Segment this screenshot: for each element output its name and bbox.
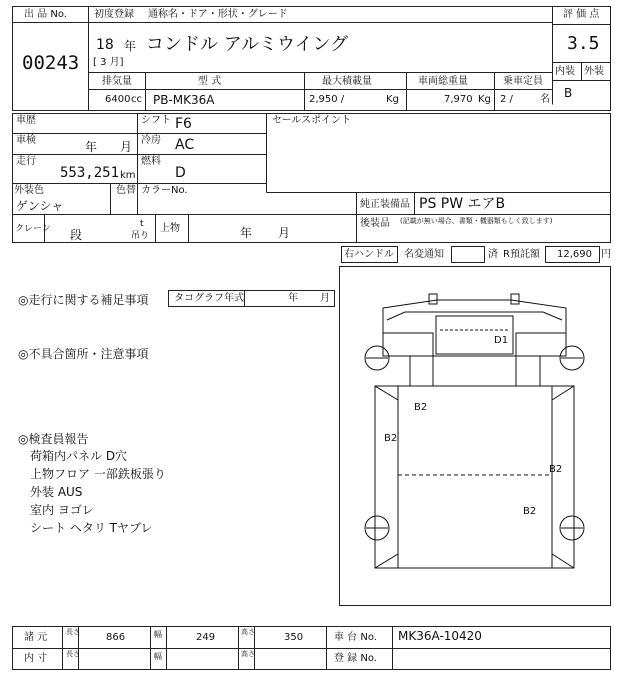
recycle-deposit-value: 12,690 <box>557 249 592 260</box>
aftermarket-label: 後装品 <box>360 218 390 229</box>
registration-label: 登 録 No. <box>334 653 377 664</box>
mileage-label: 走行 <box>16 156 36 167</box>
vehicle-name: コンドル アルミウイング <box>146 34 349 55</box>
color-value: ゲンシャ <box>16 199 64 213</box>
displacement-value: 6400 <box>105 94 131 105</box>
max-load-value: 2,950 / <box>309 94 345 105</box>
reg-year: 18 <box>96 37 114 53</box>
shift-label: シフト <box>141 115 171 126</box>
std-equipment-value: PS PW エアB <box>419 196 506 212</box>
interior-label: 内装 <box>555 66 575 77</box>
recycle-unit: 円 <box>601 249 611 260</box>
tachograph-month: 月 <box>320 293 330 304</box>
damage-mark: B2 <box>414 402 428 413</box>
running-notes-label: ◎走行に関する補足事項 <box>18 293 149 307</box>
damage-mark: B2 <box>384 433 398 444</box>
inner-dims-label: 内 寸 <box>24 653 48 664</box>
reg-year-unit: 年 <box>124 39 137 53</box>
gross-weight-label: 車両総重量 <box>418 76 468 87</box>
color-change-label: 色替 <box>116 185 136 196</box>
color-code-label: カラーNo. <box>141 185 188 196</box>
color-label: 外装色 <box>14 185 44 196</box>
inspector-note: 外装 AUS <box>30 485 83 499</box>
crane-label: クレーン <box>15 224 51 234</box>
capacity-value: 2 / <box>500 94 513 105</box>
length-label: 長さ <box>66 628 80 636</box>
reg-month: [ 3 月] <box>93 57 124 68</box>
recycle-deposit-label: R預託額 <box>503 249 540 260</box>
damage-mark: B2 <box>549 464 563 475</box>
defects-label: ◎不具合箇所・注意事項 <box>18 347 149 361</box>
height-label: 高さ <box>241 628 255 636</box>
displacement-unit: cc <box>131 94 142 105</box>
tachograph-label: タコグラフ年式 <box>174 293 244 304</box>
inspector-note: シート ヘタリ Tヤブレ <box>30 521 153 535</box>
inner-length-label: 長さ <box>66 650 80 658</box>
crane-year: 年 <box>240 226 253 240</box>
chassis-label: 車 台 No. <box>334 632 377 643</box>
inspector-note: 上物フロア 一部鉄板張り <box>30 467 166 481</box>
name-change-label: 名変通知 <box>404 249 444 260</box>
recycle-done-label: 済 <box>488 249 498 260</box>
name-grade-label: 通称名・ドア・形状・グレード <box>148 9 288 20</box>
history-label: 車歴 <box>16 115 36 126</box>
width-label: 幅 <box>154 630 162 639</box>
mileage-unit: km <box>120 170 136 181</box>
crane-month: 月 <box>278 226 291 240</box>
std-equipment-label: 純正装備品 <box>360 199 410 210</box>
interior-grade: B <box>564 86 573 100</box>
capacity-unit: 名 <box>540 94 550 105</box>
inspector-note: 荷箱内パネル D穴 <box>30 449 128 463</box>
fuel-label: 燃料 <box>141 156 161 167</box>
aftermarket-note: (記載が無い場合、書類・機器類もしく致します) <box>400 217 553 225</box>
model-code: PB-MK36A <box>153 93 215 107</box>
inspector-note: 室内 ヨゴレ <box>30 503 94 517</box>
crane-step: 段 <box>70 228 83 242</box>
height-value: 350 <box>284 632 304 643</box>
damage-mark: B2 <box>523 506 537 517</box>
fuel-value: D <box>175 165 186 181</box>
shift-value: F6 <box>175 116 192 132</box>
score-value: 3.5 <box>567 33 600 54</box>
selling-points-label: セールスポイント <box>272 115 352 126</box>
inner-width-label: 幅 <box>154 652 162 661</box>
first-registration-label: 初度登録 <box>94 9 134 20</box>
max-load-label: 最大積載量 <box>322 76 372 87</box>
chassis-number: MK36A-10420 <box>398 629 482 643</box>
length-value: 866 <box>106 632 126 643</box>
gross-weight-value: 7,970 <box>444 94 473 105</box>
inspection-year-unit: 年 <box>85 140 98 154</box>
ac-label: 冷房 <box>141 135 161 146</box>
tachograph-year: 年 <box>288 293 298 304</box>
crane-lift: 吊り <box>131 231 150 241</box>
specs-label: 諸 元 <box>24 632 48 643</box>
crane-load-label: 上物 <box>160 223 180 234</box>
gross-weight-unit: Kg <box>478 94 491 105</box>
inspection-label: 車検 <box>16 135 36 146</box>
capacity-label: 乗車定員 <box>503 76 543 87</box>
ac-value: AC <box>175 137 195 153</box>
width-value: 249 <box>196 632 216 643</box>
score-label: 評 価 点 <box>563 9 600 20</box>
inspector-report-label: ◎検査員報告 <box>18 432 89 446</box>
lot-number: 00243 <box>22 52 80 74</box>
lot-no-label: 出 品 No. <box>24 9 67 20</box>
max-load-unit: Kg <box>386 94 399 105</box>
rhd-flag: 右ハンドル <box>344 249 394 260</box>
mileage-value: 553,251 <box>60 165 120 181</box>
inspection-month-unit: 月 <box>120 140 133 154</box>
displacement-label: 排気量 <box>102 76 132 87</box>
inner-height-label: 高さ <box>241 650 255 658</box>
model-label: 型 式 <box>198 76 222 87</box>
crane-t: t <box>140 219 144 229</box>
damage-mark: D1 <box>494 335 509 346</box>
exterior-label: 外装 <box>584 66 604 77</box>
